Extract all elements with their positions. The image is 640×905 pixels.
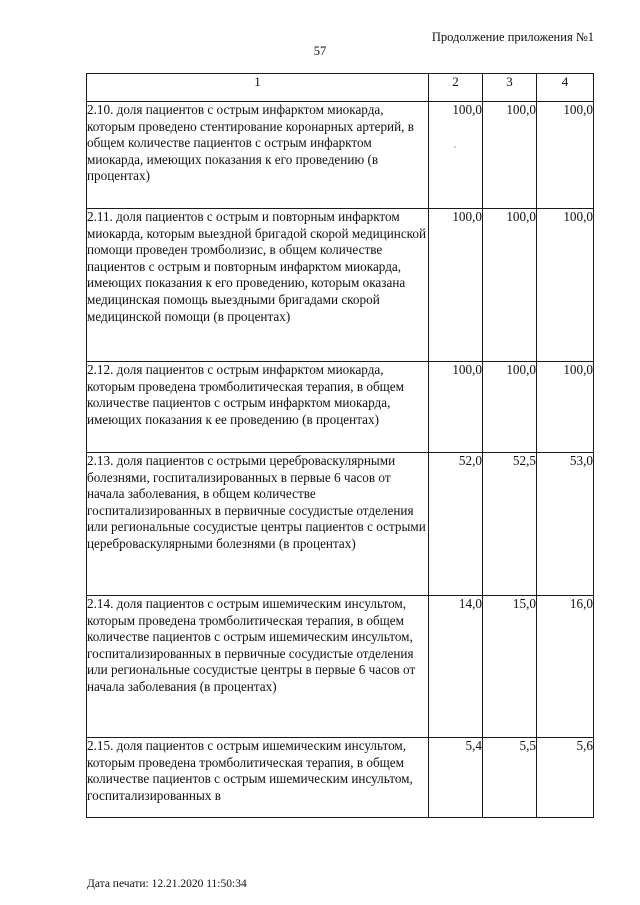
column-header-3: 3 <box>483 74 537 102</box>
indicator-value-col4: 53,0 <box>537 453 594 596</box>
indicator-value-col4: 100,0 <box>537 209 594 362</box>
indicator-value-col2: 100,0 <box>429 102 483 209</box>
indicator-value-col2: 14,0 <box>429 596 483 738</box>
indicator-value-col4: 16,0 <box>537 596 594 738</box>
indicator-value-col4: 100,0 <box>537 362 594 453</box>
indicator-value-col3: 100,0 <box>483 102 537 209</box>
table-row <box>87 209 594 362</box>
indicator-value-col2: 5,4 <box>429 738 483 818</box>
indicator-description: 2.10. доля пациентов с острым инфарктом миокарда, которым проведено стентирование коронарных артерий, в общем количестве пациентов с острым инфарктом миокарда, имеющих показания к его проведению (в процентах) <box>87 102 429 209</box>
table-row <box>87 738 594 818</box>
column-header-4: 4 <box>537 74 594 102</box>
indicator-value-col3: 15,0 <box>483 596 537 738</box>
indicator-value-col2: 52,0 <box>429 453 483 596</box>
table-header-row <box>87 74 594 102</box>
table-row <box>87 596 594 738</box>
print-date-footer: Дата печати: 12.21.2020 11:50:34 <box>87 878 247 890</box>
indicator-description: 2.11. доля пациентов с острым и повторным инфарктом миокарда, которым выездной бригадой скорой медицинской помощи проведен тромболизис, в общем количестве пациентов с острым и повторным инфарктом миокарда, имеющих показания к его проведению, которым оказана медицинская помощь выездными бригадами скорой медицинской помощи (в процентах) <box>87 209 429 362</box>
indicator-description: 2.12. доля пациентов с острым инфарктом миокарда, которым проведена тромболитическая терапия, в общем количестве пациентов с острым инфарктом миокарда, имеющих показания к ее проведению (в процентах) <box>87 362 429 453</box>
indicator-description: 2.13. доля пациентов с острыми цереброваскулярными болезнями, госпитализированных в первые 6 часов от начала заболевания, в общем количестве госпитализированных в первичные сосудистые отделения или региональные сосудистые центры пациентов с острыми цереброваскулярными болезнями (в процентах) <box>87 453 429 596</box>
indicator-value-col3: 52,5 <box>483 453 537 596</box>
indicator-value-col2: 100,0 <box>429 209 483 362</box>
indicator-value-col4: 5,6 <box>537 738 594 818</box>
appendix-continuation-label: Продолжение приложения №1 <box>431 30 594 44</box>
indicator-description: 2.14. доля пациентов с острым ишемическим инсультом, которым проведена тромболитическая терапия, в общем количестве пациентов с острым ишемическим инсультом, госпитализированных в первичные сосудистые отделения или региональные сосудистые центры в первые 6 часов от начала заболевания (в процентах) <box>87 596 429 738</box>
indicator-value-col3: 100,0 <box>483 209 537 362</box>
indicator-value-col3: 5,5 <box>483 738 537 818</box>
indicator-value-col4: 100,0 <box>537 102 594 209</box>
indicators-table <box>86 73 594 818</box>
indicator-value-col2: 100,0 <box>429 362 483 453</box>
scan-speck <box>454 146 456 148</box>
table-row <box>87 362 594 453</box>
indicator-value-col3: 100,0 <box>483 362 537 453</box>
table-row <box>87 453 594 596</box>
indicator-description: 2.15. доля пациентов с острым ишемическим инсультом, которым проведена тромболитическая терапия, в общем количестве пациентов с острым ишемическим инсультом, госпитализированных в <box>87 738 429 818</box>
column-header-1: 1 <box>87 74 429 102</box>
column-header-2: 2 <box>429 74 483 102</box>
table-row <box>87 102 594 209</box>
page-number: 57 <box>313 44 327 58</box>
